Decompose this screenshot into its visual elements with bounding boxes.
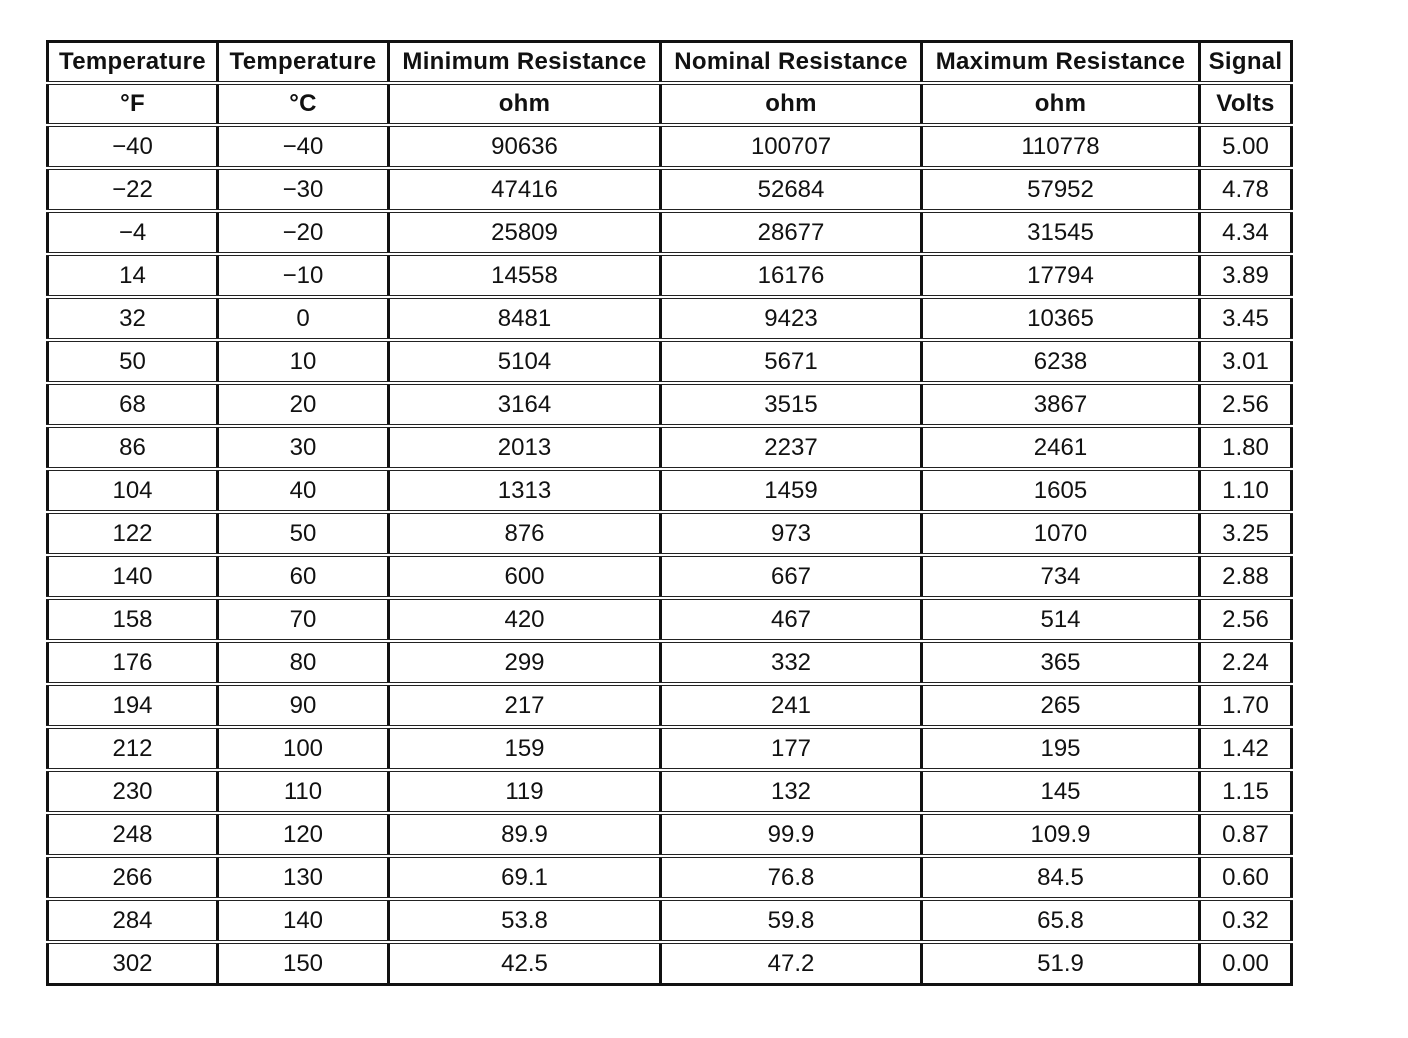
max-resistance-cell: 365 — [922, 641, 1200, 684]
signal-volts-cell: 3.25 — [1200, 512, 1292, 555]
max-resistance-cell: 6238 — [922, 340, 1200, 383]
nominal-resistance-cell: 28677 — [661, 211, 922, 254]
temp-f-cell: −4 — [48, 211, 218, 254]
nominal-resistance-cell: 5671 — [661, 340, 922, 383]
signal-volts-cell: 5.00 — [1200, 125, 1292, 168]
signal-volts-cell: 3.45 — [1200, 297, 1292, 340]
temp-c-cell: 150 — [218, 942, 389, 985]
unit-row — [48, 83, 1292, 125]
temp-f-cell: 14 — [48, 254, 218, 297]
signal-volts-cell: 4.34 — [1200, 211, 1292, 254]
nominal-resistance-cell: 2237 — [661, 426, 922, 469]
table-row — [48, 254, 1292, 297]
signal-volts-cell: 1.70 — [1200, 684, 1292, 727]
table-row — [48, 555, 1292, 598]
nominal-resistance-cell: 1459 — [661, 469, 922, 512]
header-maximum-resistance: Maximum Resistance — [922, 42, 1200, 84]
temp-c-cell: −20 — [218, 211, 389, 254]
nominal-resistance-cell: 76.8 — [661, 856, 922, 899]
nominal-resistance-cell: 9423 — [661, 297, 922, 340]
nominal-resistance-cell: 100707 — [661, 125, 922, 168]
max-resistance-cell: 51.9 — [922, 942, 1200, 985]
table-row — [48, 469, 1292, 512]
nominal-resistance-cell: 3515 — [661, 383, 922, 426]
table-row — [48, 684, 1292, 727]
min-resistance-cell: 159 — [389, 727, 661, 770]
max-resistance-cell: 1605 — [922, 469, 1200, 512]
temp-c-cell: 40 — [218, 469, 389, 512]
nominal-resistance-cell: 99.9 — [661, 813, 922, 856]
header-signal: Signal — [1200, 42, 1292, 84]
signal-volts-cell: 4.78 — [1200, 168, 1292, 211]
signal-volts-cell: 1.10 — [1200, 469, 1292, 512]
min-resistance-cell: 119 — [389, 770, 661, 813]
table-row — [48, 641, 1292, 684]
max-resistance-cell: 145 — [922, 770, 1200, 813]
signal-volts-cell: 1.80 — [1200, 426, 1292, 469]
min-resistance-cell: 420 — [389, 598, 661, 641]
resistance-table — [46, 40, 1293, 986]
table-row — [48, 770, 1292, 813]
max-resistance-cell: 2461 — [922, 426, 1200, 469]
table-row — [48, 813, 1292, 856]
temp-f-cell: 68 — [48, 383, 218, 426]
nominal-resistance-cell: 973 — [661, 512, 922, 555]
table-row — [48, 942, 1292, 985]
min-resistance-cell: 876 — [389, 512, 661, 555]
signal-volts-cell: 1.42 — [1200, 727, 1292, 770]
table-row — [48, 598, 1292, 641]
table-row — [48, 340, 1292, 383]
min-resistance-cell: 47416 — [389, 168, 661, 211]
max-resistance-cell: 195 — [922, 727, 1200, 770]
temp-c-cell: −30 — [218, 168, 389, 211]
max-resistance-cell: 65.8 — [922, 899, 1200, 942]
table-row — [48, 297, 1292, 340]
temp-f-cell: 86 — [48, 426, 218, 469]
table-row — [48, 426, 1292, 469]
min-resistance-cell: 8481 — [389, 297, 661, 340]
temp-c-cell: 120 — [218, 813, 389, 856]
signal-volts-cell: 2.88 — [1200, 555, 1292, 598]
temp-f-cell: 212 — [48, 727, 218, 770]
temp-c-cell: 110 — [218, 770, 389, 813]
header-nominal-resistance: Nominal Resistance — [661, 42, 922, 84]
min-resistance-cell: 25809 — [389, 211, 661, 254]
nominal-resistance-cell: 52684 — [661, 168, 922, 211]
max-resistance-cell: 1070 — [922, 512, 1200, 555]
signal-volts-cell: 3.01 — [1200, 340, 1292, 383]
temp-c-cell: 140 — [218, 899, 389, 942]
nominal-resistance-cell: 16176 — [661, 254, 922, 297]
max-resistance-cell: 265 — [922, 684, 1200, 727]
nominal-resistance-cell: 467 — [661, 598, 922, 641]
temp-c-cell: 0 — [218, 297, 389, 340]
temp-c-cell: 130 — [218, 856, 389, 899]
table-row — [48, 168, 1292, 211]
temp-f-cell: 140 — [48, 555, 218, 598]
temp-f-cell: −22 — [48, 168, 218, 211]
signal-volts-cell: 1.15 — [1200, 770, 1292, 813]
nominal-resistance-cell: 332 — [661, 641, 922, 684]
temp-f-cell: 194 — [48, 684, 218, 727]
temp-f-cell: 176 — [48, 641, 218, 684]
signal-volts-cell: 2.56 — [1200, 383, 1292, 426]
temp-f-cell: 50 — [48, 340, 218, 383]
temp-f-cell: 248 — [48, 813, 218, 856]
max-resistance-cell: 110778 — [922, 125, 1200, 168]
signal-volts-cell: 0.32 — [1200, 899, 1292, 942]
temp-f-cell: 302 — [48, 942, 218, 985]
nominal-resistance-cell: 132 — [661, 770, 922, 813]
min-resistance-cell: 299 — [389, 641, 661, 684]
table-row — [48, 727, 1292, 770]
table-row — [48, 856, 1292, 899]
temp-c-cell: 90 — [218, 684, 389, 727]
temp-f-cell: −40 — [48, 125, 218, 168]
min-resistance-cell: 1313 — [389, 469, 661, 512]
min-resistance-cell: 42.5 — [389, 942, 661, 985]
temp-c-cell: 50 — [218, 512, 389, 555]
signal-volts-cell: 3.89 — [1200, 254, 1292, 297]
signal-volts-cell: 2.24 — [1200, 641, 1292, 684]
temp-c-cell: −10 — [218, 254, 389, 297]
min-resistance-cell: 600 — [389, 555, 661, 598]
unit-volts: Volts — [1200, 83, 1292, 125]
max-resistance-cell: 31545 — [922, 211, 1200, 254]
header-temperature-f: Temperature — [48, 42, 218, 84]
min-resistance-cell: 14558 — [389, 254, 661, 297]
temp-f-cell: 158 — [48, 598, 218, 641]
table-row — [48, 899, 1292, 942]
nominal-resistance-cell: 47.2 — [661, 942, 922, 985]
nominal-resistance-cell: 241 — [661, 684, 922, 727]
min-resistance-cell: 217 — [389, 684, 661, 727]
temp-c-cell: 100 — [218, 727, 389, 770]
nominal-resistance-cell: 59.8 — [661, 899, 922, 942]
signal-volts-cell: 0.60 — [1200, 856, 1292, 899]
min-resistance-cell: 89.9 — [389, 813, 661, 856]
nominal-resistance-cell: 667 — [661, 555, 922, 598]
table-row — [48, 383, 1292, 426]
header-temperature-c: Temperature — [218, 42, 389, 84]
temp-f-cell: 266 — [48, 856, 218, 899]
max-resistance-cell: 514 — [922, 598, 1200, 641]
max-resistance-cell: 84.5 — [922, 856, 1200, 899]
unit-ohm-min: ohm — [389, 83, 661, 125]
table-row — [48, 211, 1292, 254]
temp-c-cell: 60 — [218, 555, 389, 598]
header-minimum-resistance: Minimum Resistance — [389, 42, 661, 84]
header-row — [48, 42, 1292, 84]
temp-c-cell: 30 — [218, 426, 389, 469]
nominal-resistance-cell: 177 — [661, 727, 922, 770]
min-resistance-cell: 2013 — [389, 426, 661, 469]
signal-volts-cell: 0.87 — [1200, 813, 1292, 856]
table-row — [48, 512, 1292, 555]
unit-fahrenheit: °F — [48, 83, 218, 125]
unit-ohm-max: ohm — [922, 83, 1200, 125]
signal-volts-cell: 2.56 — [1200, 598, 1292, 641]
temp-f-cell: 284 — [48, 899, 218, 942]
min-resistance-cell: 53.8 — [389, 899, 661, 942]
min-resistance-cell: 5104 — [389, 340, 661, 383]
temp-c-cell: 10 — [218, 340, 389, 383]
max-resistance-cell: 3867 — [922, 383, 1200, 426]
min-resistance-cell: 90636 — [389, 125, 661, 168]
signal-volts-cell: 0.00 — [1200, 942, 1292, 985]
table-body — [48, 125, 1292, 985]
max-resistance-cell: 10365 — [922, 297, 1200, 340]
table-row — [48, 125, 1292, 168]
max-resistance-cell: 57952 — [922, 168, 1200, 211]
max-resistance-cell: 17794 — [922, 254, 1200, 297]
temp-f-cell: 122 — [48, 512, 218, 555]
temp-c-cell: 80 — [218, 641, 389, 684]
max-resistance-cell: 109.9 — [922, 813, 1200, 856]
temp-c-cell: 20 — [218, 383, 389, 426]
unit-ohm-nominal: ohm — [661, 83, 922, 125]
temp-c-cell: −40 — [218, 125, 389, 168]
unit-celsius: °C — [218, 83, 389, 125]
min-resistance-cell: 3164 — [389, 383, 661, 426]
temp-f-cell: 230 — [48, 770, 218, 813]
temp-f-cell: 32 — [48, 297, 218, 340]
max-resistance-cell: 734 — [922, 555, 1200, 598]
temp-c-cell: 70 — [218, 598, 389, 641]
min-resistance-cell: 69.1 — [389, 856, 661, 899]
temp-f-cell: 104 — [48, 469, 218, 512]
